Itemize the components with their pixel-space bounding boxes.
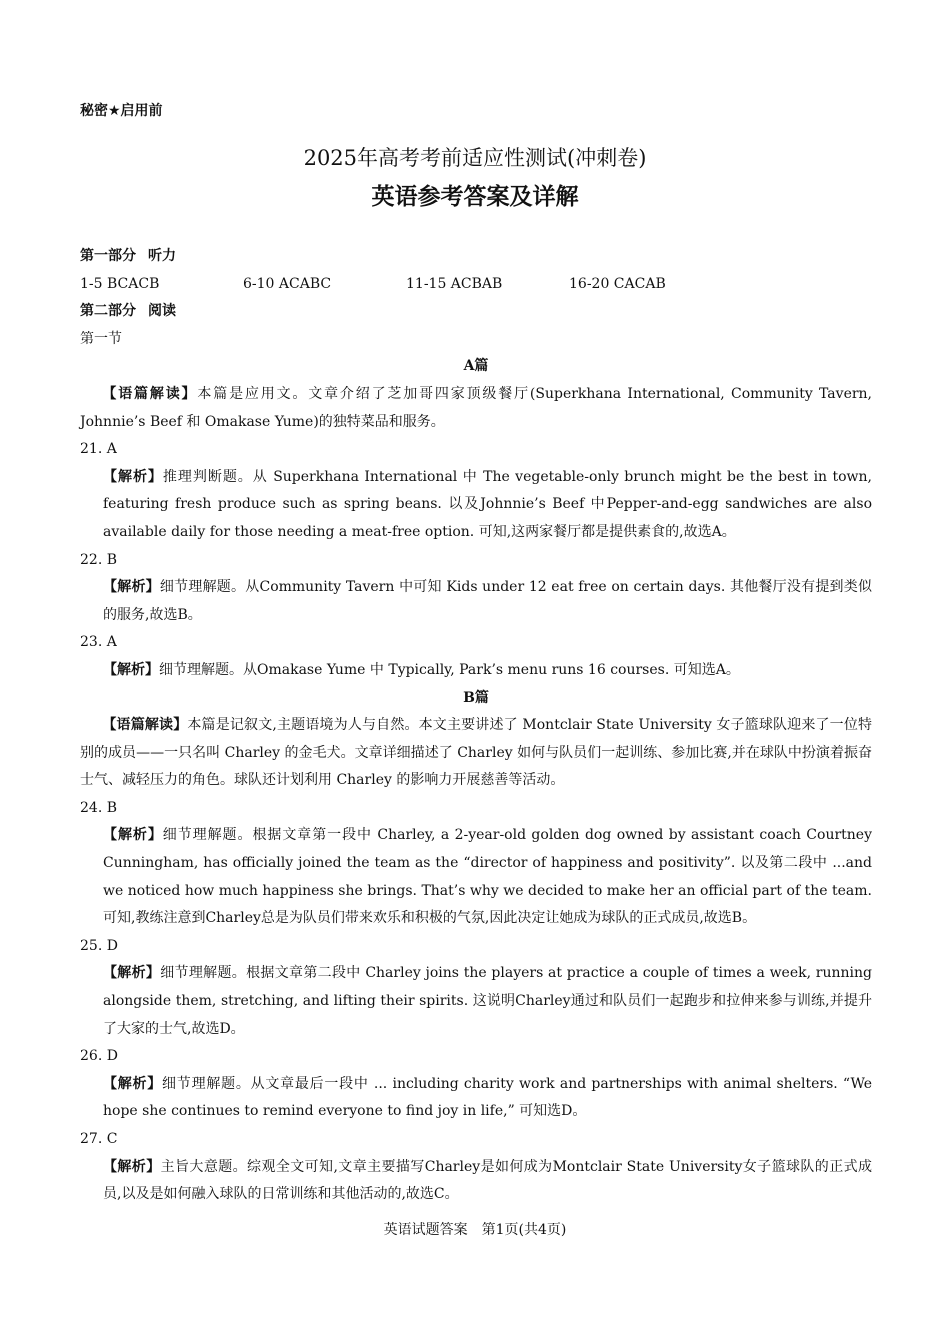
answer-group: 6-10 ACABC [243,275,332,292]
question-number: 22. B [80,551,118,568]
intro-tag: 【语篇解读】 [102,385,198,402]
answer-group: 11-15 ACBAB [406,275,503,292]
part1-name: 听力 [148,248,176,264]
explanation-tag: 【解析】 [103,965,161,982]
question-number: 21. A [80,441,117,458]
explanation-text: 细节理解题。根据文章第一段中 Charley, a 2-year-old golden dog owned by assistant coach Courtney Cunningham, has officially joined the team as the “director of happiness and positivity”. 以及第二段中 ...and we noticed how much happiness she brings. That’s why we decided to make her an official part of the team. 可知,教练注意到Charley总是为队员们带来欢乐和积极的气氛,因此决定让她成为球队的正式成员,故选B。 [103,827,872,927]
page-footer: 英语试题答案 第1页(共4页) [383,1222,567,1238]
part2-number: 第二部分 [80,303,136,320]
part1-number: 第一部分 [80,248,136,264]
explanation-text: 细节理解题。从Omakase Yume 中 Typically, Park’s menu runs 16 courses. 可知选A。 [159,661,740,678]
passage-b-title: B篇 [463,689,489,706]
explanation-text: 细节理解题。根据文章第二段中 Charley joins the players at practice a couple of times a week, running alongside them, stretching, and lifting their spirits. 这说明Charley通过和队员们一起跑步和拉伸来参与训练,并提升了大家的士气,故选D。 [103,965,873,1037]
question-explanation [80,1071,872,1126]
passage-a-title: A篇 [463,358,489,375]
explanation-tag: 【解析】 [103,1075,163,1092]
question-explanation [80,574,872,629]
question-explanation [80,657,872,685]
explanation-tag: 【解析】 [103,468,163,485]
listening-answers [80,271,872,299]
passage-a-intro [80,381,872,436]
question-explanation [80,1154,872,1209]
question-explanation [80,822,872,932]
section-label: 第一节 [80,330,122,347]
intro-tag: 【语篇解读】 [102,717,188,734]
part1-heading [80,243,872,271]
explanation-text: 推理判断题。从 Superkhana International 中 The vegetable-only brunch might be the best in town, featuring fresh produce such as spring beans. 以及Johnnie’s Beef 中Pepper-and-egg sandwiches are also available daily for those needing a meat-free option. 可知,这两家餐厅都是提供素食的,故选A。 [103,468,872,540]
document-subtitle: 英语参考答案及详解 [371,184,579,210]
exam-title: 2025年高考考前适应性测试(冲刺卷) [303,146,647,170]
explanation-tag: 【解析】 [103,1158,161,1175]
question-number: 24. B [80,799,118,816]
intro-text: 本篇是记叙文,主题语境为人与自然。本文主要讲述了 Montclair State University 女子篮球队迎来了一位特别的成员——一只名叫 Charley 的金毛犬。文章详细描述了 Charley 如何与队员们一起训练、参加比赛,并在球队中扮演着振奋士气、减轻压力的角色。球队还计划利用 Charley 的影响力开展慈善等活动。 [80,717,873,789]
passage-b-intro [80,712,872,795]
part2-name: 阅读 [148,303,176,320]
intro-text: 本篇是应用文。文章介绍了芝加哥四家顶级餐厅(Superkhana International, Community Tavern, Johnnie’s Beef 和 Omakase Yume)的独特菜品和服务。 [80,385,873,430]
explanation-text: 主旨大意题。综观全文可知,文章主要描写Charley是如何成为Montclair State University女子篮球队的正式成员,以及是如何融入球队的日常训练和其他活动的,故选C。 [103,1158,873,1203]
question-number: 27. C [80,1131,118,1147]
question-number: 23. A [80,634,117,651]
explanation-text: 细节理解题。从文章最后一段中 ... including charity work and partnerships with animal shelters. “We hope she continues to remind everyone to find joy in life,” 可知选D。 [103,1075,872,1120]
explanation-text: 细节理解题。从Community Tavern 中可知 Kids under 12 eat free on certain days. 其他餐厅没有提到类似的服务,故选B。 [103,579,872,623]
answer-group: 16-20 CACAB [569,275,666,292]
explanation-tag: 【解析】 [103,579,160,596]
question-explanation [80,960,872,1043]
question-number: 26. D [80,1048,118,1065]
answer-group: 1-5 BCACB [80,275,160,292]
question-explanation [80,464,872,547]
explanation-tag: 【解析】 [103,827,163,844]
confidential-label: 秘密★启用前 [80,103,163,119]
part2-heading [80,298,872,326]
content-body [80,243,872,1209]
explanation-tag: 【解析】 [103,661,159,678]
question-number: 25. D [80,937,118,954]
